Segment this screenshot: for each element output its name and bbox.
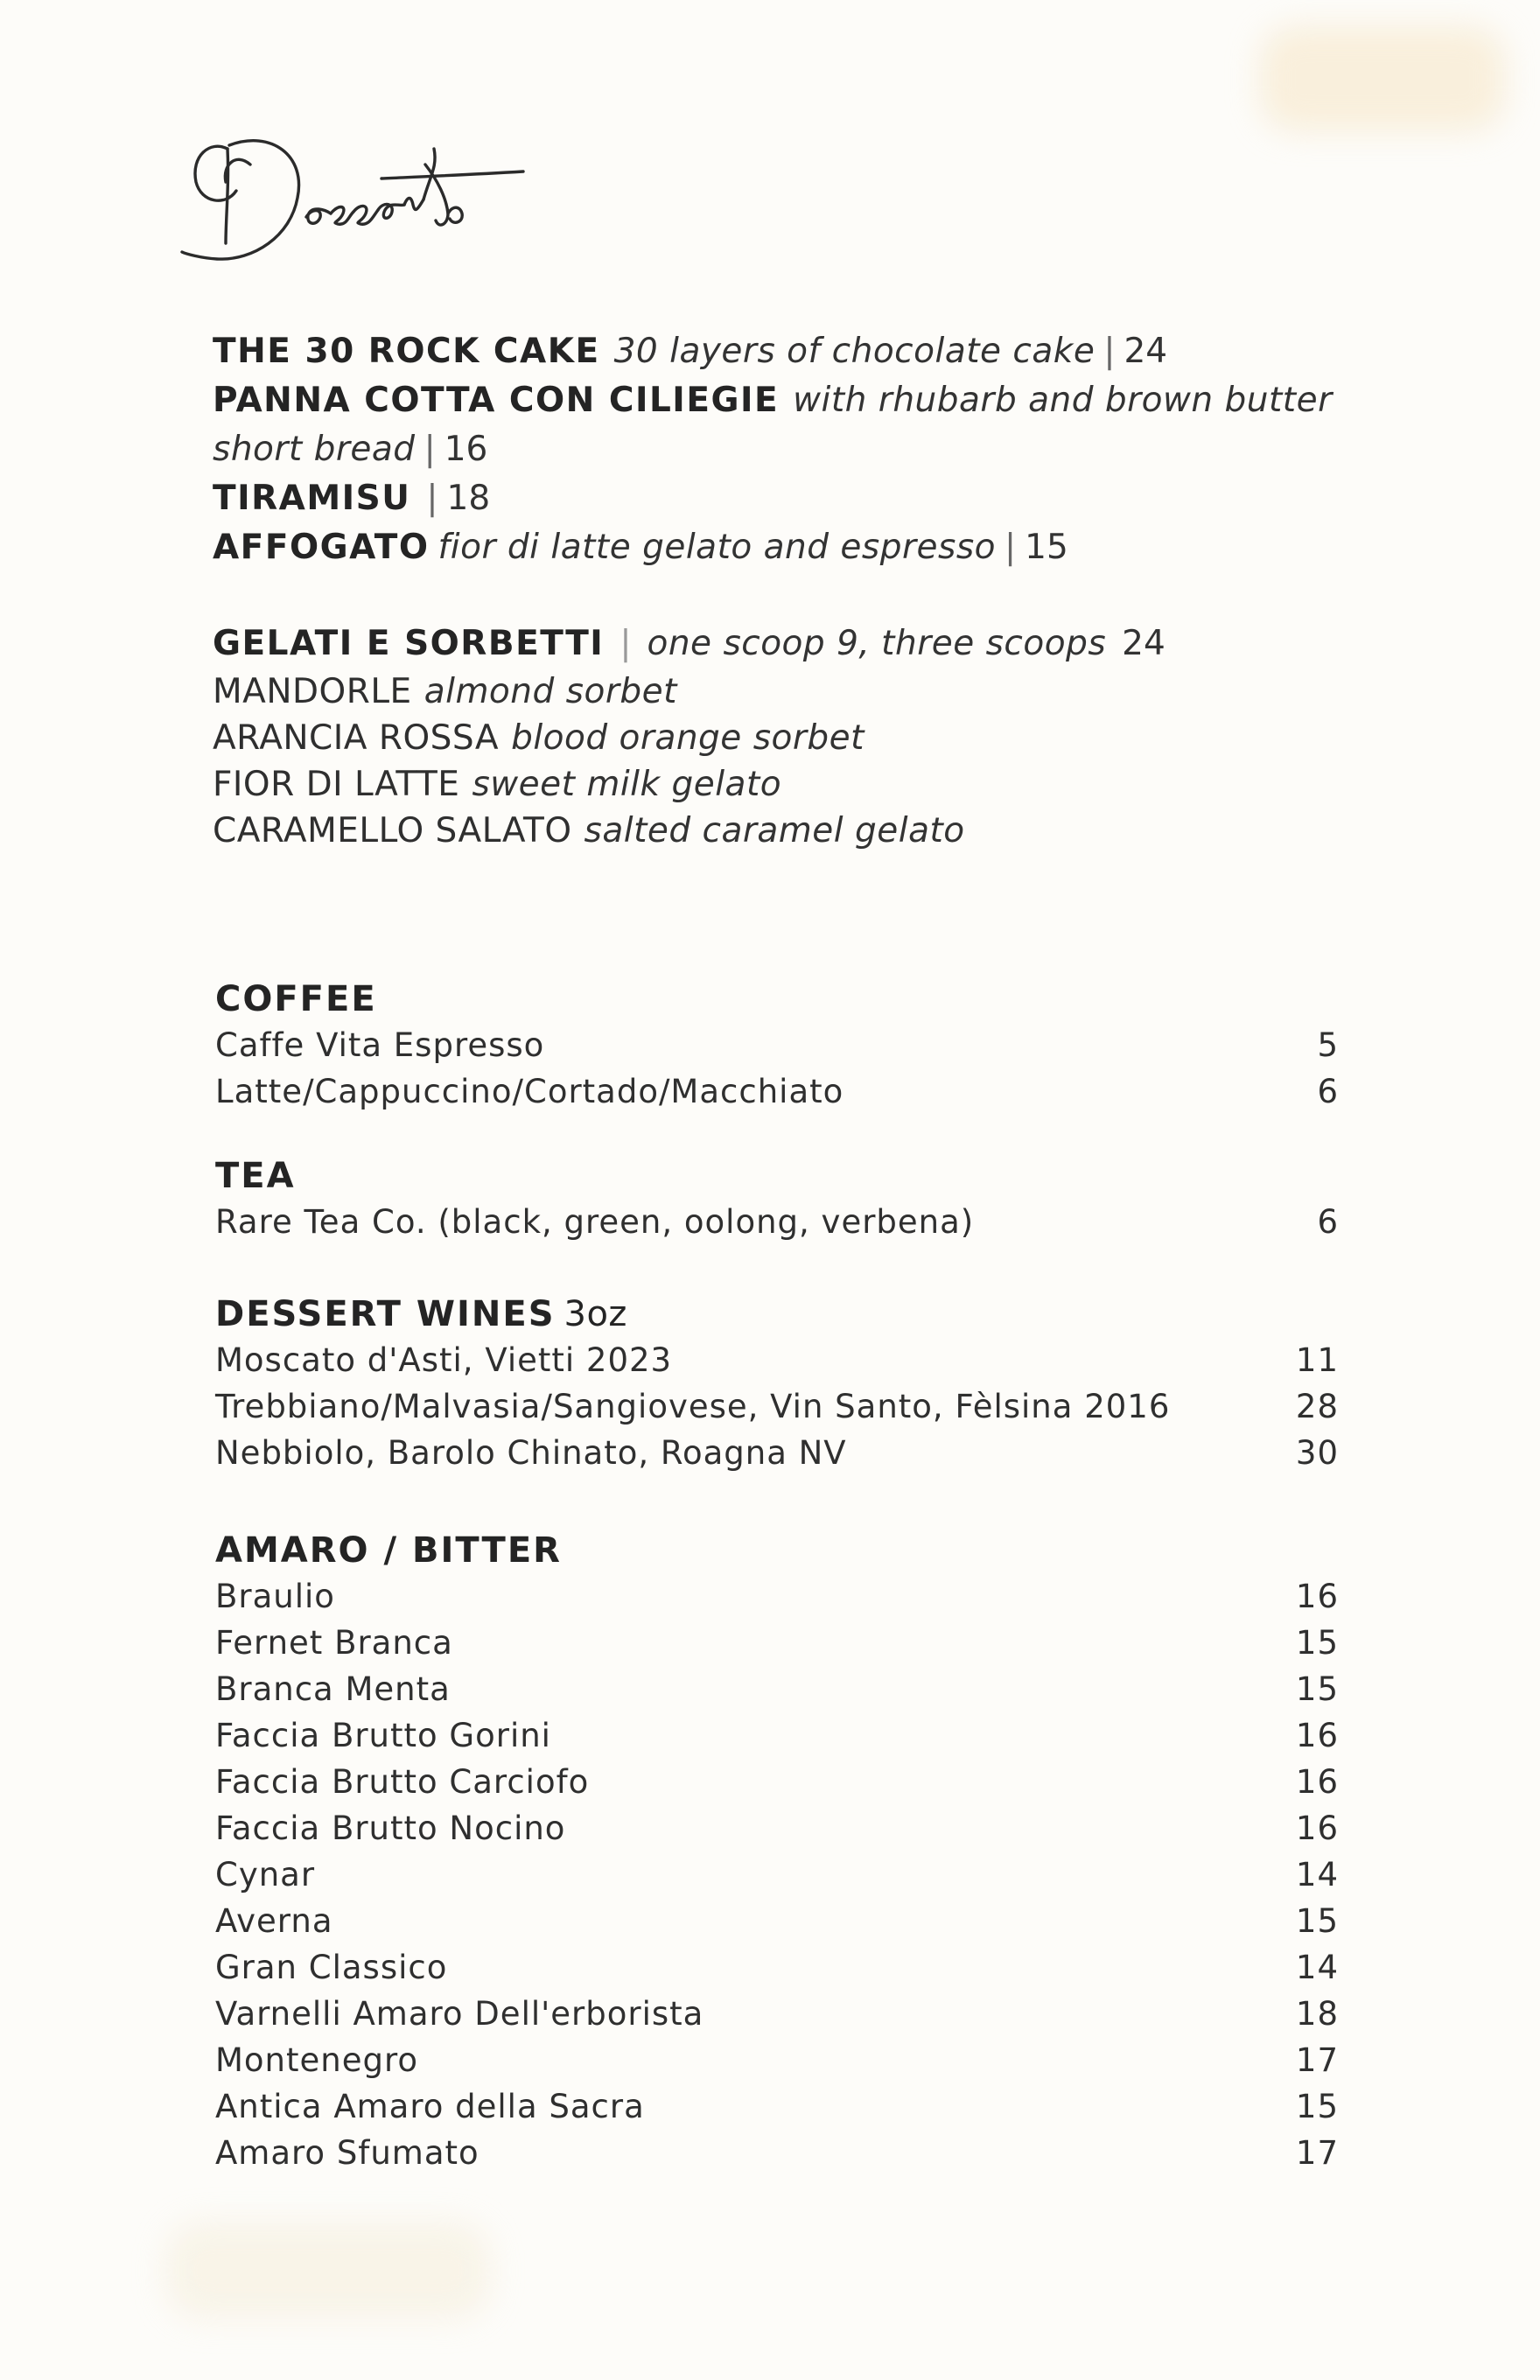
item-name: Varnelli Amaro Dell'erborista <box>215 1995 704 2033</box>
item-name: Faccia Brutto Gorini <box>215 1717 551 1754</box>
item-name: Fernet Branca <box>215 1624 453 1662</box>
menu-row <box>215 1383 1339 1430</box>
item-price: 17 <box>1295 2134 1339 2172</box>
item-name: Rare Tea Co. (black, green, oolong, verbena) <box>215 1203 975 1241</box>
dessert-name: THE 30 ROCK CAKE <box>213 332 600 371</box>
item-price: 15 <box>1295 1624 1339 1662</box>
dessert-item <box>213 327 1350 376</box>
item-price: 16 <box>1295 1763 1339 1801</box>
menu-row <box>215 2130 1339 2176</box>
separator: | <box>424 430 436 469</box>
gelati-flavor <box>213 668 1350 715</box>
flavor-description: blood orange sorbet <box>511 718 864 758</box>
dessert-price: 18 <box>446 479 491 518</box>
item-price: 28 <box>1295 1388 1339 1425</box>
section-title: GELATI E SORBETTI <box>213 624 605 663</box>
section-title: COFFEE <box>215 979 377 1019</box>
separator: | <box>426 479 438 518</box>
dessert-name: AFFOGATO <box>213 528 430 567</box>
item-price: 18 <box>1295 1995 1339 2033</box>
menu-row <box>215 1944 1339 1991</box>
menu-row <box>215 1898 1339 1944</box>
pour-size: 3oz <box>564 1294 627 1334</box>
item-price: 15 <box>1295 1902 1339 1940</box>
section-header <box>215 1292 1339 1337</box>
gelati-flavor <box>213 761 1350 808</box>
dessert-item <box>213 474 1350 523</box>
item-price: 16 <box>1295 1810 1339 1847</box>
scan-smudge <box>166 2222 490 2319</box>
desserts-list <box>213 327 1350 572</box>
item-name: Gran Classico <box>215 1949 448 1986</box>
flavor-name: MANDORLE <box>213 672 412 711</box>
item-name: Averna <box>215 1902 333 1940</box>
item-name: Latte/Cappuccino/Cortado/Macchiato <box>215 1073 844 1110</box>
flavor-name: CARAMELLO SALATO <box>213 811 572 850</box>
item-price: 6 <box>1317 1203 1339 1241</box>
section-title: TEA <box>215 1156 296 1196</box>
dessert-description: 30 layers of chocolate cake <box>613 332 1096 371</box>
item-price: 6 <box>1317 1073 1339 1110</box>
item-price: 16 <box>1295 1578 1339 1615</box>
dessert-item <box>213 523 1350 572</box>
scan-smudge <box>1260 26 1505 131</box>
item-name: Moscato d'Asti, Vietti 2023 <box>215 1341 673 1379</box>
dessert-name: PANNA COTTA CON CILIEGIE <box>213 381 780 420</box>
item-name: Nebbiolo, Barolo Chinato, Roagna NV <box>215 1434 847 1472</box>
dessert-description: with rhubarb and brown butter <box>793 381 1333 420</box>
separator: | <box>1103 332 1116 371</box>
gelati-flavor <box>213 808 1350 854</box>
tea-section <box>215 1153 1339 1245</box>
menu-row <box>215 1430 1339 1476</box>
item-price: 30 <box>1295 1434 1339 1472</box>
item-name: Faccia Brutto Carciofo <box>215 1763 590 1801</box>
item-price: 5 <box>1317 1026 1339 1064</box>
menu-row <box>215 2083 1339 2130</box>
item-name: Cynar <box>215 1856 316 1894</box>
desserts-script-logo <box>175 114 560 289</box>
item-price: 14 <box>1295 1856 1339 1894</box>
menu-row <box>215 1666 1339 1712</box>
dessert-wines-section <box>215 1292 1339 1476</box>
coffee-section <box>215 976 1339 1115</box>
menu-row <box>215 1805 1339 1852</box>
flavor-description: sweet milk gelato <box>472 765 782 804</box>
item-name: Antica Amaro della Sacra <box>215 2088 645 2125</box>
item-name: Braulio <box>215 1578 335 1615</box>
gelati-header <box>213 620 1350 668</box>
gelati-pricing: one scoop 9, three scoops <box>647 624 1107 663</box>
dessert-description: short bread <box>213 430 416 469</box>
flavor-name: FIOR DI LATTE <box>213 765 460 804</box>
gelati-section <box>213 620 1350 854</box>
menu-row <box>215 1022 1339 1068</box>
gelati-flavor <box>213 715 1350 761</box>
item-price: 11 <box>1295 1341 1339 1379</box>
menu-row <box>215 1852 1339 1898</box>
item-name: Amaro Sfumato <box>215 2134 480 2172</box>
menu-row <box>215 1712 1339 1759</box>
item-price: 16 <box>1295 1717 1339 1754</box>
section-title: AMARO / BITTER <box>215 1530 562 1571</box>
dessert-price: 16 <box>444 430 488 469</box>
amaro-section <box>215 1528 1339 2176</box>
separator: | <box>620 624 632 663</box>
menu-row <box>215 1991 1339 2037</box>
item-name: Branca Menta <box>215 1670 451 1708</box>
dessert-item-continued <box>213 425 1350 474</box>
dessert-description: fior di latte gelato and espresso <box>438 528 996 567</box>
item-price: 14 <box>1295 1949 1339 1986</box>
item-name: Faccia Brutto Nocino <box>215 1810 566 1847</box>
item-price: 15 <box>1295 1670 1339 1708</box>
item-name: Trebbiano/Malvasia/Sangiovese, Vin Santo, Fèlsina 2016 <box>215 1388 1171 1425</box>
menu-row <box>215 1573 1339 1620</box>
flavor-name: ARANCIA ROSSA <box>213 718 500 758</box>
menu-row <box>215 1337 1339 1383</box>
dessert-name: TIRAMISU <box>213 479 411 518</box>
flavor-description: salted caramel gelato <box>584 811 965 850</box>
menu-row <box>215 1620 1339 1666</box>
dessert-price: 24 <box>1124 332 1168 371</box>
menu-row <box>215 1068 1339 1115</box>
section-title: DESSERT WINES <box>215 1294 556 1334</box>
menu-row <box>215 1199 1339 1245</box>
gelati-pricing-value: 24 <box>1122 624 1166 663</box>
item-price: 15 <box>1295 2088 1339 2125</box>
item-name: Montenegro <box>215 2041 419 2079</box>
flavor-description: almond sorbet <box>424 672 677 711</box>
menu-row <box>215 1759 1339 1805</box>
separator: | <box>1004 528 1017 567</box>
dessert-price: 15 <box>1025 528 1068 567</box>
menu-row <box>215 2037 1339 2083</box>
item-price: 17 <box>1295 2041 1339 2079</box>
dessert-item <box>213 376 1350 425</box>
item-name: Caffe Vita Espresso <box>215 1026 545 1064</box>
